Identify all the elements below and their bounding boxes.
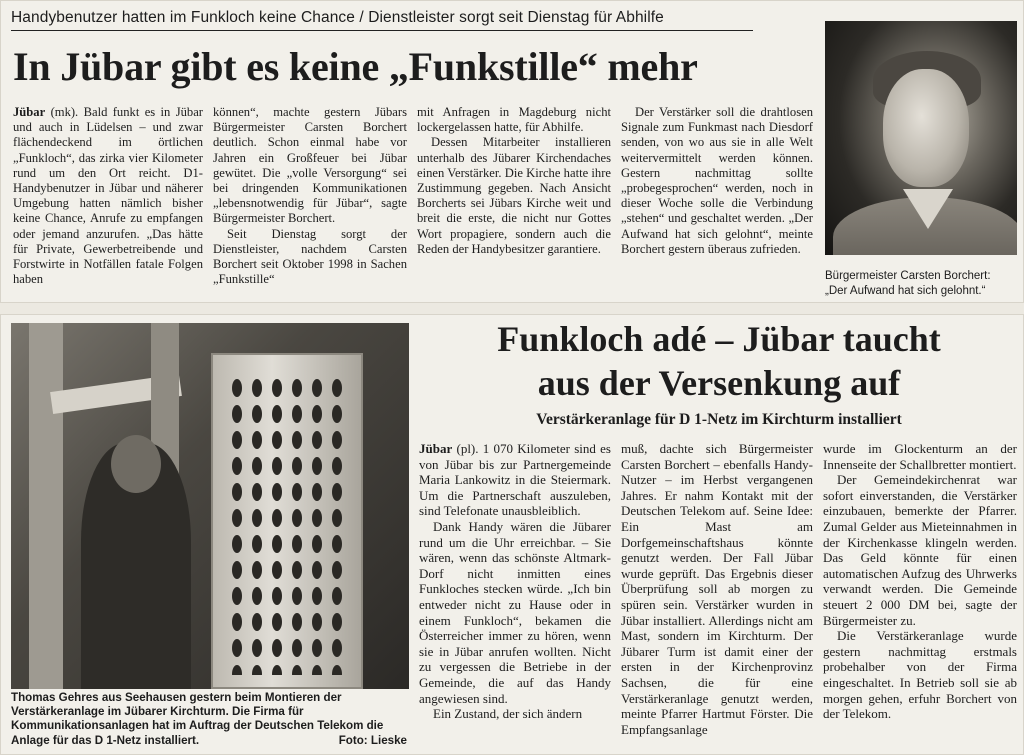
article2-headline-line-1: Funkloch adé – Jübar taucht [497, 319, 941, 359]
article2-col1-text-1: (pl). 1 070 Kilometer sind es von Jübar bis zur Partnergemeinde Maria Lankowitz in die Steiermark. Um die Partnerschaft auszuleben, sind Telefonate unausbleiblich. [419, 441, 611, 519]
article2-column-2 [621, 441, 813, 753]
photo-face-shape [883, 69, 969, 187]
article2-headline-line-2: aus der Versenkung auf [537, 363, 901, 403]
caption2-text: Thomas Gehres aus Seehausen gestern beim Montieren der Verstärkeranlage im Jübarer Kirchturm. Die Firma für Kommunikationsanlagen hat im Auftrag der Deutschen Telekom die Anlage für das D 1-Netz installiert. [11, 691, 384, 747]
article1-headline: In Jübar gibt es keine „Funkstille“ mehr [13, 44, 698, 89]
article1-dateline: Jübar [13, 105, 46, 119]
article-clipping-funkstille [0, 0, 1024, 303]
article2-col1-paragraph-2: Dank Handy wären die Jübarer rund um die Uhr erreichbar. – Sie wären, wenn das schönste Altmark-Dorf nicht inmitten eines Funkloches stecken würde. „Ich bin entweder nicht zu Hause oder in einem Funkloch“, bekamen die Österreicher immer zu hören, wenn sie in Jübar anrufen wollten. Nicht zu vergessen die Betriebe in der Gemeinde, die auf das Handy angewiesen sind. [419, 518, 611, 706]
caption1-line-2: „Der Aufwand hat sich gelohnt.“ [825, 285, 986, 297]
article1-col2-paragraph-1: können“, machte gestern Jübars Bürgermeister Carsten Borchert deutlich. Schon einmal habe vor Jahren ein Großfeuer bei Jübar gewütet. Die „volle Versorgung“ sei bei dringenden Kommunikationen „lebensnotwendig für Jübar“, sagte Bürgermeister Borchert. [213, 105, 407, 226]
photo-wooden-post [29, 323, 63, 689]
article2-col3-paragraph-1: wurde im Glockenturm an der Innenseite der Schallbretter montiert. [823, 441, 1017, 472]
article-clipping-funkloch-ade [0, 314, 1024, 755]
portrait-photo-borchert [825, 21, 1017, 255]
article1-col2-paragraph-2: Seit Dienstag sorgt der Dienstleister, nachdem Carsten Borchert seit Oktober 1998 in Sachen „Funkstille“ [213, 226, 407, 287]
photo-amplifier-installation [11, 323, 409, 689]
article2-col1-paragraph-3: Ein Zustand, der sich ändern [433, 706, 583, 722]
photo-credit: Foto: Lieske [338, 733, 407, 747]
article1-col3-paragraph-2: Dessen Mitarbeiter installieren unterhalb des Jübarer Kirchendaches einen Verstärker. Die Kirche hatte ihre Zustimmung gegeben. Nach Ansicht Borcherts sei Jübars Kirche weit und breit die erste, die nicht nur Gottes Wort propagiere, sondern auch die Reden der Handybesitzer garantiere. [417, 135, 611, 256]
article1-column-2 [213, 105, 407, 301]
article1-col4-paragraph: Der Verstärker soll die drahtlosen Signale zum Funkmast nach Diesdorf senden, von wo aus sie in alle Welt weitervermittelt werden können. Gestern nachmittag sollte „probegesprochen“ werden, noch in dieser Woche solle die Verbindung „stehen“ und geschaltet werden. „Der Aufwand hat sich gelohnt“, meinte Borchert gestern überaus zufrieden. [621, 105, 813, 256]
article1-column-1 [13, 105, 203, 301]
article1-col1-text: (mk). Bald funkt es in Jübar und auch in Lüdelsen – und zwar flächendeckend im örtlichen „Funkloch“, das zirka vier Kilometer rund um den Ort reicht. D1-Handybenutzer in Jübar und näherer Umgebung hatten nämlich bisher keine Chance, Anrufe zu empfangen oder jemand anzurufen. „Das hätte für Private, Gewerbetreibende und Forstwirte in Notfällen fatale Folgen haben [13, 105, 203, 287]
article2-headline [421, 317, 1017, 405]
photo-worker-head [111, 435, 161, 493]
article2-photo-caption [11, 691, 407, 748]
article2-column-3 [823, 441, 1017, 753]
article1-photo-caption [825, 269, 1021, 299]
photo-amplifier-panel [211, 353, 363, 689]
caption1-line-1: Bürgermeister Carsten Borchert: [825, 270, 991, 282]
article2-col2-paragraph: muß, dachte sich Bürgermeister Carsten Borchert – ebenfalls Handy-Nutzer – im Herbst vergangenen Jahres. Er nahm Kontakt mit der Deutschen Telekom auf. Seine Idee: Ein Mast am Dorfgemeinschaftshaus könnte genutzt werden. Der Fall Jübar wurde geprüft. Das Ergebnis dieser Überprüfung soll ab morgen zu spüren sein. Verstärker wurden in Jübar installiert. Allerdings nicht am Mast, sondern im Kirchturm. Der Jübarer Turm ist damit einer der ersten in der Kirchenprovinz Sachsen, die für eine Verstärkeranlage genutzt werden, meinte Pfarrer Hartmut Förster. Die Empfangsanlage [621, 441, 813, 737]
article2-dateline: Jübar [419, 441, 453, 456]
article2-col3-paragraph-3: Die Verstärkeranlage wurde gestern nachmittag erstmals probehalber von der Firma eingeschaltet. In Betrieb soll sie ab morgen gehen, erfuhr Borchert von der Telekom. [823, 628, 1017, 722]
article1-kicker: Handybenutzer hatten im Funkloch keine Chance / Dienstleister sorgt seit Dienstag für Abhilfe [11, 9, 753, 31]
article2-column-1 [419, 441, 611, 753]
article2-col3-paragraph-2: Der Gemeindekirchenrat war sofort einverstanden, die Verstärker einzubauen, bemerkte der Pfarrer. Zumal Gelder aus Mieteinnahmen in der Kirchenkasse klingeln werden. Das Geld könnte für einen automatischen Aufzug des Uhrwerks verwandt werden. Die Gemeinde steuert 2 000 DM bei, sagte der Bürgermeister zu. [823, 472, 1017, 628]
article1-col3-paragraph-1: mit Anfragen in Magdeburg nicht lockergelassen hatte, für Abhilfe. [417, 105, 611, 135]
article1-column-4 [621, 105, 813, 301]
photo-panel-holes [227, 375, 351, 675]
article1-column-3 [417, 105, 611, 301]
article2-subhead: Verstärkeranlage für D 1-Netz im Kirchturm installiert [536, 411, 902, 428]
